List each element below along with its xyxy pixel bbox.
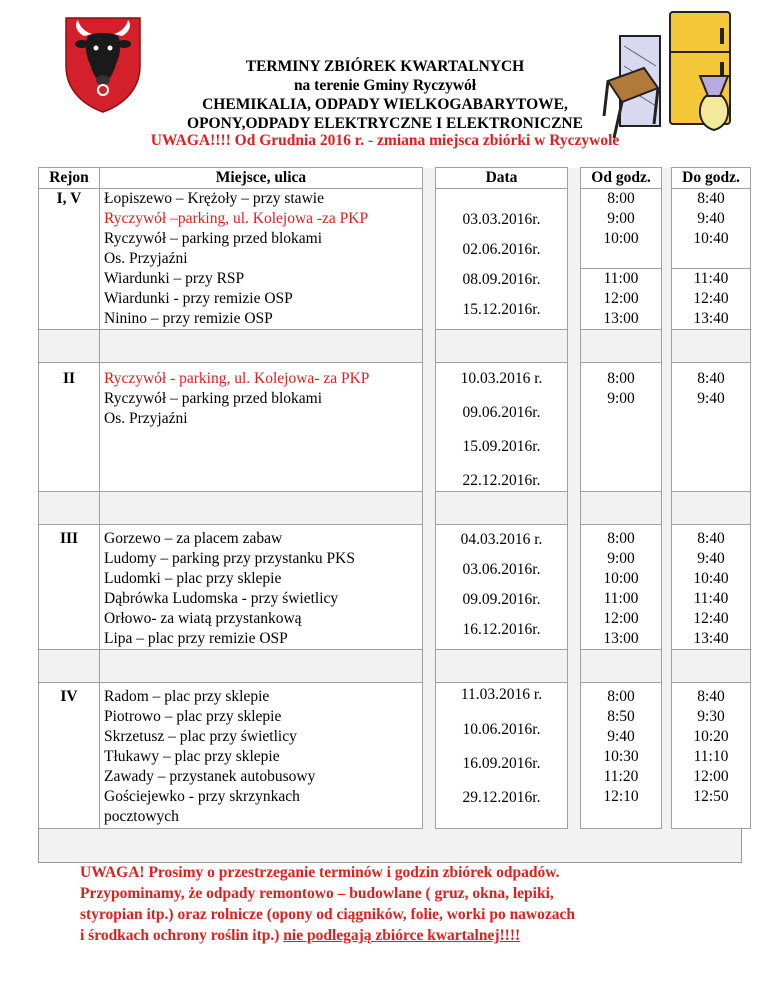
date: 08.09.2016r. bbox=[462, 271, 541, 288]
place: pocztowych bbox=[104, 808, 179, 825]
place: Ludomki – plac przy sklepie bbox=[104, 570, 282, 587]
do-cell bbox=[672, 189, 751, 330]
rejon-cell: IV bbox=[39, 683, 100, 829]
places-cell bbox=[100, 525, 423, 650]
time: 13:40 bbox=[693, 630, 729, 647]
place: Radom – plac przy sklepie bbox=[104, 688, 270, 705]
time: 8:50 bbox=[607, 708, 635, 725]
date: 03.03.2016r. bbox=[462, 211, 541, 228]
time: 8:00 bbox=[607, 688, 635, 705]
place: Os. Przyjaźni bbox=[104, 250, 188, 267]
time: 9:40 bbox=[607, 728, 635, 745]
places-cell bbox=[100, 683, 423, 829]
place: Dąbrówka Ludomska - przy świetlicy bbox=[104, 590, 339, 607]
time: 10:30 bbox=[603, 748, 639, 765]
time: 8:40 bbox=[697, 190, 725, 207]
date: 15.12.2016r. bbox=[462, 301, 541, 318]
place: Ludomy – parking przy przystanku PKS bbox=[104, 550, 355, 567]
time: 8:40 bbox=[697, 530, 725, 547]
date: 16.12.2016r. bbox=[462, 621, 541, 638]
time: 8:00 bbox=[607, 190, 635, 207]
date: 09.09.2016r. bbox=[462, 591, 541, 608]
place: Gorzewo – za placem zabaw bbox=[104, 530, 283, 547]
time: 9:00 bbox=[607, 390, 635, 407]
title-line-3: CHEMIKALIA, ODPADY WIELKOGABARYTOWE, bbox=[202, 96, 568, 113]
time: 9:40 bbox=[697, 390, 725, 407]
schedule-table bbox=[38, 167, 751, 829]
place: Piotrowo – plac przy sklepie bbox=[104, 708, 282, 725]
dates-cell bbox=[436, 363, 568, 492]
place: Ryczywół – parking przed blokami bbox=[104, 390, 323, 407]
date: 22.12.2016r. bbox=[462, 472, 541, 489]
title-line-4: OPONY,ODPADY ELEKTRYCZNE I ELEKTRONICZNE bbox=[187, 115, 583, 132]
date: 11.03.2016 r. bbox=[460, 686, 543, 703]
time: 9:00 bbox=[607, 210, 635, 227]
time: 12:40 bbox=[693, 290, 729, 307]
table-header-row bbox=[39, 168, 751, 189]
time: 9:30 bbox=[697, 708, 725, 725]
places-cell bbox=[100, 363, 423, 492]
footer-line-3: styropian itp.) oraz rolnicze (opony od ciągników, folie, worki po nawozach bbox=[80, 906, 576, 923]
do-cell bbox=[672, 525, 751, 650]
date: 09.06.2016r. bbox=[462, 404, 541, 421]
time: 10:00 bbox=[603, 570, 639, 587]
place: Ryczywół – parking przed blokami bbox=[104, 230, 323, 247]
header-rejon: Rejon bbox=[39, 168, 100, 189]
place: Wiardunki - przy remizie OSP bbox=[104, 290, 293, 307]
place: Tłukawy – plac przy sklepie bbox=[104, 748, 280, 765]
place: Skrzetusz – plac przy świetlicy bbox=[104, 728, 297, 745]
place: Orłowo- za wiatą przystankową bbox=[104, 610, 302, 627]
date: 29.12.2016r. bbox=[462, 789, 541, 806]
time: 12:00 bbox=[603, 610, 639, 627]
table-row bbox=[39, 525, 751, 650]
time: 9:40 bbox=[697, 550, 725, 567]
time: 13:00 bbox=[603, 310, 639, 327]
do-cell bbox=[672, 363, 751, 492]
place: Os. Przyjaźni bbox=[104, 410, 188, 427]
header-data: Data bbox=[436, 168, 568, 189]
date: 02.06.2016r. bbox=[462, 241, 541, 258]
footer-line-2: Przypominamy, że odpady remontowo – budowlane ( gruz, okna, lepiki, bbox=[80, 885, 554, 902]
time: 12:10 bbox=[603, 788, 639, 805]
place: Ryczywół –parking, ul. Kolejowa -za PKP bbox=[104, 210, 369, 227]
time: 12:00 bbox=[693, 768, 729, 785]
place: Ryczywół - parking, ul. Kolejowa- za PKP bbox=[104, 370, 370, 387]
dates-cell bbox=[436, 683, 568, 829]
footer-line-4 bbox=[80, 925, 720, 946]
place: Gościejewko - przy skrzynkach bbox=[104, 788, 300, 805]
footer-line-1: UWAGA! Prosimy o przestrzeganie terminów i godzin zbiórek odpadów. bbox=[80, 864, 560, 881]
place: Ninino – przy remizie OSP bbox=[104, 310, 273, 327]
od-cell bbox=[581, 363, 662, 492]
title-line-2: na terenie Gminy Ryczywół bbox=[293, 77, 477, 94]
time: 8:00 bbox=[607, 530, 635, 547]
time: 11:40 bbox=[693, 270, 729, 287]
place: Wiardunki – przy RSP bbox=[104, 270, 245, 287]
time: 11:10 bbox=[693, 748, 729, 765]
od-cell bbox=[581, 189, 662, 330]
time: 13:00 bbox=[603, 630, 639, 647]
table-row bbox=[39, 189, 751, 330]
footer-line-4-text: i środkach ochrony roślin itp.) bbox=[80, 927, 284, 944]
time: 11:00 bbox=[603, 270, 639, 287]
od-cell bbox=[581, 525, 662, 650]
title-line-1: TERMINY ZBIÓREK KWARTALNYCH bbox=[245, 58, 525, 75]
places-cell bbox=[100, 189, 423, 330]
time: 9:40 bbox=[697, 210, 725, 227]
time: 11:00 bbox=[603, 590, 639, 607]
date: 03.06.2016r. bbox=[462, 561, 541, 578]
time: 10:40 bbox=[693, 230, 729, 247]
header-od: Od godz. bbox=[581, 168, 662, 189]
time: 9:00 bbox=[607, 550, 635, 567]
time: 12:00 bbox=[603, 290, 639, 307]
date: 15.09.2016r. bbox=[462, 438, 541, 455]
date: 10.03.2016 r. bbox=[460, 370, 543, 387]
header-miejsce: Miejsce, ulica bbox=[100, 168, 423, 189]
time: 8:40 bbox=[697, 688, 725, 705]
time: 13:40 bbox=[693, 310, 729, 327]
footer-notice bbox=[80, 862, 720, 946]
dates-cell bbox=[436, 189, 568, 330]
date: 04.03.2016 r. bbox=[460, 531, 543, 548]
rejon-cell: III bbox=[39, 525, 100, 650]
time: 12:40 bbox=[693, 610, 729, 627]
do-cell bbox=[672, 683, 751, 829]
footer-line-4-underlined: nie podlegają zbiórce kwartalnej!!!! bbox=[283, 927, 521, 944]
time: 10:20 bbox=[693, 728, 729, 745]
time: 10:00 bbox=[603, 230, 639, 247]
table-row bbox=[39, 683, 751, 829]
date: 10.06.2016r. bbox=[462, 721, 541, 738]
table-row bbox=[39, 363, 751, 492]
time: 12:50 bbox=[693, 788, 729, 805]
rejon-cell: II bbox=[39, 363, 100, 492]
dates-cell bbox=[436, 525, 568, 650]
date: 16.09.2016r. bbox=[462, 755, 541, 772]
time: 11:40 bbox=[693, 590, 729, 607]
place: Łopiszewo – Krężoły – przy stawie bbox=[104, 190, 324, 207]
time: 10:40 bbox=[693, 570, 729, 587]
warning-line: UWAGA!!!! Od Grudnia 2016 r. - zmiana miejsca zbiórki w Ryczywole bbox=[150, 132, 620, 149]
od-cell bbox=[581, 683, 662, 829]
place: Lipa – plac przy remizie OSP bbox=[104, 630, 288, 647]
place: Zawady – przystanek autobusowy bbox=[104, 768, 316, 785]
time: 8:00 bbox=[607, 370, 635, 387]
time: 8:40 bbox=[697, 370, 725, 387]
header-do: Do godz. bbox=[672, 168, 751, 189]
time: 11:20 bbox=[603, 768, 639, 785]
rejon-cell: I, V bbox=[39, 189, 100, 330]
